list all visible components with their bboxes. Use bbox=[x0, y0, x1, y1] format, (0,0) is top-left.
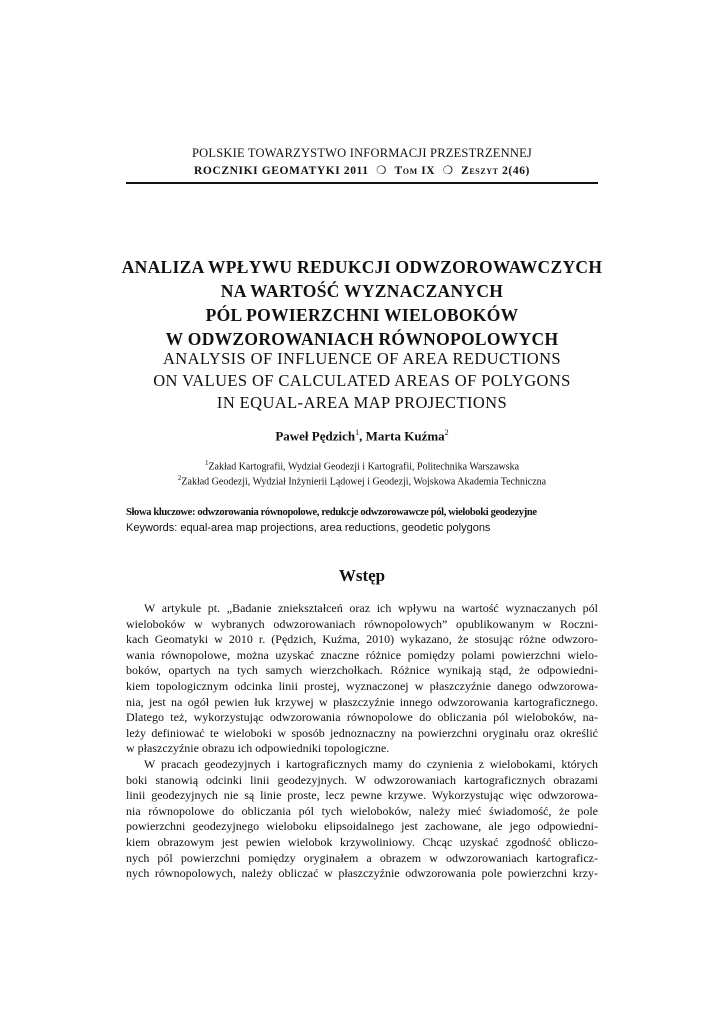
keywords-english: Keywords: equal-area map projections, area reductions, geodetic polygons bbox=[126, 522, 491, 534]
body-line: boków, opartych na tych samych wierzchołkach. Różnice wynikają stąd, że odpowiedni- bbox=[126, 663, 598, 678]
body-line: nych pól powierzchni pomiędzy oryginałem a obrazem w odwzorowaniach kartograficz- bbox=[126, 850, 598, 865]
affiliation-text: Zakład Geodezji, Wydział Inżynierii Lądowej i Geodezji, Wojskowa Akademia Techniczna bbox=[181, 476, 547, 488]
body-line: kiem topologicznym odcinka linii prostej, wyznaczonej w płaszczyźnie danego odwzorowa- bbox=[126, 678, 598, 693]
body-line: kach Geomatyki w 2010 r. (Pędzich, Kuźma, 2010) wykazano, że stosując różne odwzoro- bbox=[126, 632, 598, 647]
keywords-polish: Słowa kluczowe: odwzorowania równopolowe, redukcje odwzorowawcze pól, wieloboki geodezyjne bbox=[126, 507, 537, 518]
body-line: linii geodezyjnych nie są linie proste, lecz pewne krzywe. Wykorzystując więc odwzorowa- bbox=[126, 788, 598, 803]
title-en-line: ON VALUES OF CALCULATED AREAS OF POLYGONS bbox=[153, 371, 571, 390]
author-affiliation-mark: 2 bbox=[444, 428, 449, 437]
affiliation-text: Zakład Kartografii, Wydział Geodezji i Kartografii, Politechnika Warszawska bbox=[208, 461, 520, 473]
body-line: W pracach geodezyjnych i kartograficznych mamy do czynienia z wielobokami, których bbox=[144, 756, 598, 771]
society-name: POLSKIE TOWARZYSTWO INFORMACJI PRZESTRZENNEJ bbox=[192, 146, 532, 160]
body-line: leży definiować te wieloboki w sposób jednoznaczny na powierzchni oryginału oraz określić bbox=[126, 725, 598, 740]
affiliation bbox=[126, 459, 598, 472]
authors bbox=[126, 428, 598, 444]
journal-issue: Zeszyt 2(46) bbox=[461, 165, 530, 177]
body-line: wieloboków w wybranych odwzorowaniach równopolowych” opublikowanym w Roczni- bbox=[126, 616, 598, 631]
body-line: boki stanowią odcinki linii geodezyjnych. W odwzorowaniach kartograficznych obrazami bbox=[126, 772, 598, 787]
body-line: W artykule pt. „Badanie zniekształceń oraz ich wpływu na wartość wyznaczanych pól bbox=[144, 601, 598, 615]
body-line: nia równopolowe do obliczania pól tych wieloboków, należy mieć świadomość, że pole bbox=[126, 803, 598, 818]
author-affiliation-mark: 1 bbox=[355, 428, 360, 437]
section-heading: Wstęp bbox=[338, 566, 386, 585]
affiliation-mark: 2 bbox=[177, 474, 182, 482]
journal-line bbox=[126, 163, 598, 177]
author-name: Marta Kuźma bbox=[365, 428, 445, 444]
author-separator: , bbox=[359, 428, 366, 444]
header-rule bbox=[126, 182, 598, 184]
body-line: powierzchni geodezyjnego wieloboku elipsoidalnego jest zachowane, ale jego odpowiedni- bbox=[126, 819, 598, 834]
affiliation-mark: 1 bbox=[204, 459, 209, 467]
body-line: nia, jest na ogół pewien łuk krzywej w płaszczyźnie innego odwzorowania kartograficznego. bbox=[126, 694, 598, 709]
title-english bbox=[110, 348, 614, 414]
title-pl-line: W ODWZOROWANIACH RÓWNOPOLOWYCH bbox=[165, 329, 559, 349]
body-line: nych równopolowych, należy obliczać w płaszczyźnie odwzorowania pole powierzchni krzy- bbox=[126, 866, 598, 881]
title-pl-line: NA WARTOŚĆ WYZNACZANYCH bbox=[220, 281, 504, 301]
affiliation bbox=[126, 474, 598, 487]
title-pl-line: PÓL POWIERZCHNI WIELOBOKÓW bbox=[205, 305, 519, 325]
body-line: kiem obrazowym jest pewien wielobok krzywoliniowy. Chcąc uzyskać zgodność obliczo- bbox=[126, 834, 598, 849]
title-pl-line: ANALIZA WPŁYWU REDUKCJI ODWZOROWAWCZYCH bbox=[121, 257, 603, 277]
body-line: w płaszczyźnie obrazu ich odpowiedniki topologiczne. bbox=[126, 741, 390, 756]
body-line: Dlatego też, wykorzystując odwzorowania równopolowe do obliczania pól wieloboków, na- bbox=[126, 710, 598, 725]
body-line: wania równopolowe, można uzyskać znaczne różnice pomiędzy polami powierzchni wielo- bbox=[126, 647, 598, 662]
journal-name: ROCZNIKI GEOMATYKI 2011 bbox=[194, 165, 369, 177]
title-en-line: ANALYSIS OF INFLUENCE OF AREA REDUCTIONS bbox=[162, 349, 561, 368]
body-text bbox=[126, 601, 598, 882]
journal-volume: Tom IX bbox=[394, 165, 436, 177]
title-en-line: IN EQUAL-AREA MAP PROJECTIONS bbox=[216, 393, 508, 412]
separator-circle-icon: ❍ bbox=[376, 165, 388, 177]
author-name: Paweł Pędzich bbox=[275, 428, 356, 444]
title-polish bbox=[110, 255, 614, 351]
separator-circle-icon: ❍ bbox=[442, 165, 454, 177]
